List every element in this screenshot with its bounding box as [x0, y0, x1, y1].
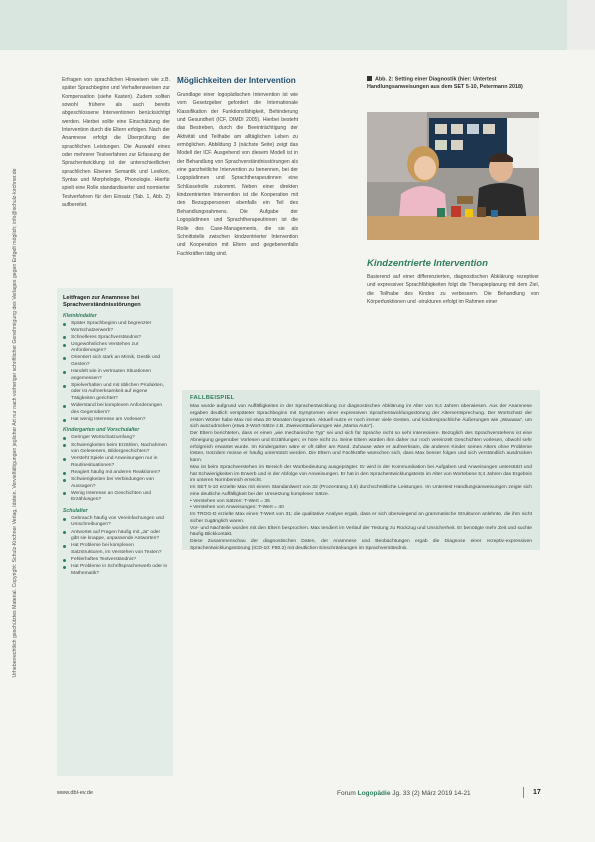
case-example-paragraph: Der Eltern berichteten, dass er einen „wie mechanische Typ“ sei und sich für Sprache nicht so sehr interessiere. Bezüglich des Sprachverstehens ist eine Abneigung gegenüber Vorlesen und Erzählungen; er höre nicht zu. Seine Eltern würden ihm daher nur noch vereinzelt Geschichten vorlesen, obwohl sehr erfolgreich erwartet wurde. Im Kindergarten wäre er oft stiller am Rand. Zuhause wäre er aufmerksam, die anderen Kinder seines Alters ohne Probleme lösten, trotzdem müsse er häufig unterstützt werden. Die Eltern und Fachkräfte wünschen sich, dass Max besser folgen und sich verständlich ausdrücken kann.	[190, 431, 532, 463]
bullet-icon	[63, 336, 66, 339]
right-column-text: Basierend auf einer differenzierten, diagnostischen Abklärung rezeptiver und expressiver Sprachfähigkeiten folgt die Therapieplanung mit dem Ziel, die Teilhabe des Kindes zu verbessern. Die Behandlung von Körperfunktionen und -strukturen erfolgt im Rahmen einer	[367, 274, 539, 306]
case-example-title: FALLBEISPIEL	[190, 395, 235, 401]
bullet-icon	[63, 518, 66, 521]
figure-caption	[367, 76, 539, 91]
case-example-paragraph: Max wurde aufgrund von Auffälligkeiten in der Sprachentwicklung zur diagnostischen Abklärung im Alter von 5;4 Jahren überwiesen. Aus der Anamnese ergaben deutlich verspäteter Sprachbeginn mit Symptomen einer expressiven Sprachentwicklungsstörung der Altersentsprechung. Der Wortschatz der ersten Wörter habe Max mit etwa 20 Monaten begonnen. Aktuell nutze er noch immer viele Gesten, und kindersprachliche Äußerungen wie „Wauwau“, um sich auszudrücken (etwa 3-Wort-Sätze z.B. Zweiwortäußerungen wie „Mama Auto“).	[190, 404, 532, 430]
bullet-icon	[63, 444, 66, 447]
box-question-text: Handelt wie in vertrauten Situationen angemessen?	[71, 369, 151, 381]
box-sections	[57, 313, 173, 577]
middle-column-text: Grundlage einer logopädischen Intervention ist wie vom Gesetzgeber gefordert die Internationale Klassifikation der Funktionsfähigkeit, Behinderung und Gesundheit (ICF, DIMDI 2005). Hierbei besteht das Bestreben, durch die Beeinträchtigung der Aktivität und Teilhabe am alltäglichen Leben zu ermöglichen. Abbildung 3 (nächste Seite) zeigt das Modell der ICF. Ausgehend von diesem Modell ist in der Behandlung von Sprachverständnisstörungen als eine ganzheitliche Intervention zu benennen, bei der Logopädinnen und Sprachtherapeutinnen eine Schlüsselrolle zukommt. Neben einer direkten kindzentrierten Intervention ist die Kooperation mit den Bezugspersonen ebenfalls ein Teil des Behandlungsrahmens. Die Aufgabe der Logopädinnen und Sprachtherapeutinnen ist die Rolle des Case-Managements, die sie als Schnittstelle zwischen kindzentrierter Intervention und Kooperation mit Eltern und gegebenenfalls Fachkräften tätig sind.	[177, 92, 298, 257]
caption-marker-icon	[367, 76, 372, 81]
footer-journal	[337, 790, 471, 797]
box-question-text: Orientiert sich stark an Mimik, Gestik und Gesten?	[71, 355, 161, 368]
box-question-item	[63, 335, 168, 342]
box-question-item	[63, 355, 168, 368]
photo-child-and-therapist	[367, 112, 539, 240]
case-example-box	[182, 390, 540, 550]
page-corner	[567, 0, 595, 50]
right-column	[367, 273, 539, 306]
box-question-text: Widerstand bei komplexen Anforderungen des Gegenübers?	[71, 403, 163, 415]
box-title: Leitfragen zur Anamnese bei Sprachverständnisstörungen	[63, 295, 141, 308]
box-question-text: Später Sprachbeginn und begrenzter Wortschatzerwerb?	[71, 321, 152, 333]
box-question-item	[63, 443, 168, 456]
bullet-icon	[63, 437, 66, 440]
box-question-list	[57, 321, 173, 423]
box-question-item	[63, 417, 168, 424]
bullet-icon	[63, 371, 66, 374]
bullet-icon	[63, 385, 66, 388]
case-example-paragraph: Diese Zusammenschau der diagnostischen Daten, der Anamnese und Beobachtungen ergab die Diagnose einer rezeptiv-expressiven Sprachentwicklungsstörung (ICD-10: F80.2) mit deutlichen Einschränkungen im Sprachverständnis.	[190, 539, 532, 551]
footer-url: www.dbl-ev.de	[57, 790, 93, 796]
bullet-icon	[63, 323, 66, 326]
box-question-list	[57, 516, 173, 577]
box-question-item	[63, 543, 168, 556]
bullet-icon	[63, 566, 66, 569]
case-example-paragraph: Im TROG-D erzielte Max einen T-Wert von 31; die qualitative Analyse ergab, dass er sich überwiegend an grammatische Strukturen anlehnte, die ihm nicht sicher zugänglich waren.	[190, 512, 532, 524]
journal-issue: Jg. 33 (2) März 2019 14-21	[392, 790, 471, 797]
photo-illustration	[367, 112, 539, 240]
guide-questions-box	[57, 288, 173, 776]
subsection-heading: Kindzentrierte Intervention	[367, 258, 488, 269]
bullet-icon	[63, 472, 66, 475]
journal-prefix: Forum	[337, 790, 358, 797]
bullet-icon	[63, 458, 66, 461]
box-question-item	[63, 557, 168, 564]
bullet-icon	[63, 344, 66, 347]
table	[367, 216, 539, 240]
box-question-item	[63, 564, 168, 577]
box-question-text: Fehlerhaftes Textverständnis?	[71, 556, 137, 562]
page-number: 17	[533, 789, 541, 796]
case-example-paragraph: • Verstehen von Sätzen: T-Wert = 35	[190, 498, 270, 504]
box-section-heading: Schulalter	[63, 507, 88, 514]
box-question-item	[63, 456, 168, 469]
box-question-text: Antwortet auf Fragen häufig mit „Ja“ oder gibt sie knappe, unpassende Antworten?	[71, 529, 161, 542]
left-column-text: Erfragen von sprachlichen Hinweisen wie z.B. später Sprachbeginn und Verhaltensweisen zur Kompensation (siehe Kasten). Zudem sollten sowohl frühere als auch bereits abgeschlossene Interventionen berücksichtigt werden. Hierbei sollte eine Einschätzung der Intervention durch die Eltern erfolgen. Nach der Anamnese erfolgt die Überprüfung der sprachlichen Leistungen. Die Auswahl eines oder mehrerer Testverfahren zur Erfassung der Sprachentwicklung ist der unterschiedlichen sprachlichen Ebenen Semantik und Lexikon, Syntax und Morphologie, Phonologie. Hierfür spielt eine Rolle standardisierter und normierter Testverfahren für den Einsatz (Tab. 1, Abb. 2) aufbereitet.	[62, 77, 170, 209]
case-example-paragraph: • Verstehen von Anweisungen: T-Wert = 40	[190, 505, 284, 511]
box-question-text: Hat Probleme in Schriftspracherwerb oder in Mathematik?	[71, 564, 168, 576]
bullet-icon	[63, 559, 66, 562]
box-question-text: Hat Probleme bei komplexen Satzstrukturen, im Verstehen von Texten?	[71, 543, 162, 555]
box-question-item	[63, 369, 168, 382]
bullet-icon	[63, 419, 66, 422]
bullet-icon	[63, 357, 66, 360]
case-example-paragraph: Max ist beim Sprachverstehen im Bereich der Wortbedeutung ausgeprägter. Er wird in der Kommunikation bei Aufgaben und Anweisungen unterstützt und hat Schwierigkeiten im Erwerb und in der Abfolge von Anweisungen. Er hat in den Sprachentwicklungstests im Alter von Wortebene 5;4 Jahren das Ergebnis im unteren Normbereich erreicht.	[190, 464, 532, 484]
box-question-item	[63, 403, 168, 416]
box-question-item	[63, 477, 168, 490]
bullet-icon	[63, 479, 66, 482]
section-heading: Möglichkeiten der Intervention	[177, 76, 296, 85]
box-question-item	[63, 516, 168, 529]
box-question-text: Schnelleres Sprachverständnis?	[71, 334, 142, 340]
box-question-item	[63, 470, 168, 477]
box-question-item	[63, 491, 168, 504]
box-question-text: Schwierigkeiten beim Erzählen, Nachahmen von Gelesenem, Bildergeschichten?	[71, 442, 167, 455]
bullet-icon	[63, 531, 66, 534]
box-question-text: Schwierigkeiten bei Verbindungen von Aussagen?	[71, 476, 154, 489]
box-question-item	[63, 435, 168, 442]
box-question-item	[63, 342, 168, 355]
box-question-text: Versteht Spiele und Anweisungen nur in Routinesituationen?	[71, 456, 158, 468]
box-question-text: Reagiert häufig mit anderen Reaktionen?	[71, 469, 161, 475]
box-section-heading: Kleinkindalter	[63, 313, 97, 319]
case-example-text	[182, 404, 540, 553]
box-question-text: Gebrauch häufig von Vereinfachungen und Umschreibungen?	[71, 515, 164, 528]
middle-column	[177, 76, 298, 258]
case-example-paragraph: Vor- und Nachteile wurden mit den Eltern besprochen. Max tendiert im Verlauf der Testung zu Rückzug und Unsicherheit. Er benötigte mehr Zeit und suchte häufig Blickkontakt.	[190, 525, 532, 538]
box-question-item	[63, 321, 168, 334]
bullet-icon	[63, 405, 66, 408]
journal-brand: Logopädie	[357, 790, 391, 797]
box-question-text: Ungewöhnliches Verstehen zur Anforderungen?	[71, 341, 139, 354]
box-question-list	[57, 435, 173, 503]
left-column	[62, 76, 170, 210]
box-question-text: Geringer Wortschatzumfang?	[71, 435, 135, 441]
box-question-text: Hat wenig Interesse am Vorlesen?	[71, 416, 146, 422]
box-question-text: Spielverhalten und mit üblichen Produkten, oder ist Aufmerksamkeit auf eigene Tätigkeiten gerichtet?	[71, 382, 164, 402]
box-section-heading: Kindergarten und Vorschulalter	[63, 427, 140, 434]
top-color-band	[0, 0, 595, 50]
footer-divider	[523, 787, 524, 798]
caption-text: Abb. 2: Setting einer Diagnostik (hier: Untertest Handlungsanweisungen aus dem SET 5-10, Petermann 2018)	[367, 76, 523, 90]
copyright-notice: Urheberrechtlich geschütztes Material. Copyright: Schulz-Kirchner Verlag, Idstein. Vervielfältigungen jeglicher Art nur nach vorheriger schriftlicher Genehmigung des Verlages gegen Entgelt möglich; info@schulz-kirchner.de	[12, 168, 18, 678]
bullet-icon	[63, 492, 66, 495]
box-question-item	[63, 383, 168, 403]
bullet-icon	[63, 545, 66, 548]
box-question-text: Wenig Interesse an Geschichten und Erzählungen?	[71, 490, 152, 503]
case-example-paragraph: Im SET 5-10 erzielte Max mit einem Standardwert von 32 (Prozentrang 3,6) durchschnittliche Leistungen. Im Untertest Handlungsanweisungen zeigte sich eine deutliche Auffälligkeit bei der Umsetzung komplexer Sätze.	[190, 485, 532, 497]
box-question-item	[63, 530, 168, 543]
